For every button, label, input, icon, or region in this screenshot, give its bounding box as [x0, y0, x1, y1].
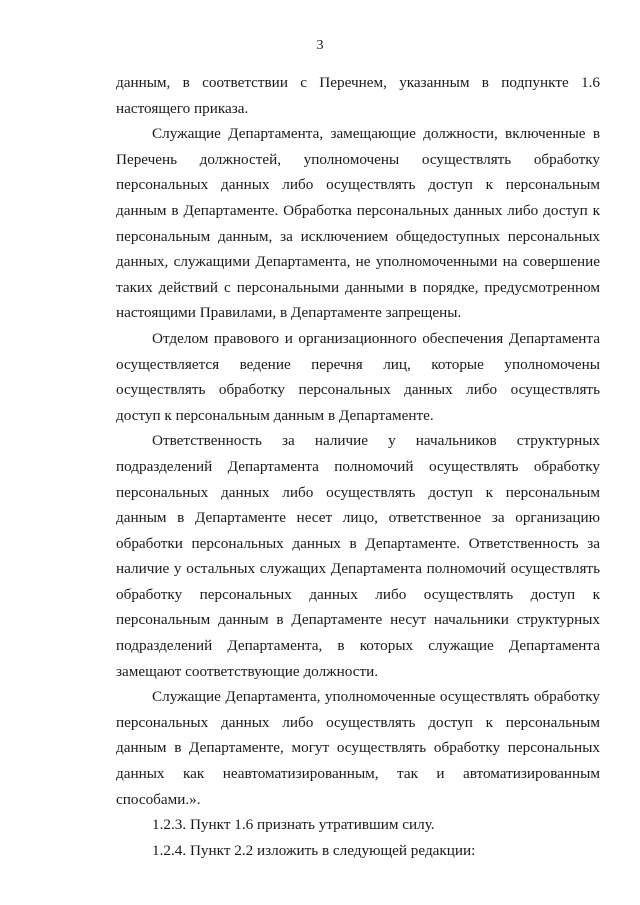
- paragraph-legal-department-list: Отделом правового и организационного обеспечения Департамента осуществляется ведение перечня лиц, которые уполномочены осуществлять обработку персональных данных либо осуществлять доступ к персональным данным в Департаменте.: [116, 329, 600, 424]
- page-number: 3: [316, 38, 324, 53]
- paragraph-item-1-2-3: 1.2.3. Пункт 1.6 признать утратившим силу.: [152, 816, 435, 834]
- paragraph-continuation: данным, в соответствии с Перечнем, указанным в подпункте 1.6 настоящего приказа.: [116, 74, 600, 117]
- paragraph-responsibility: Ответственность за наличие у начальников структурных подразделений Департамента полномочий осуществлять обработку персональных данных либо осуществлять доступ к персональным данным в Департаменте несет лицо, ответственное за организацию обработки персональных данных в Департаменте. Ответственность за наличие у остальных служащих Департамента полномочий осуществлять обработку персональных данных либо осуществлять доступ к персональным данным в Департаменте несут начальники структурных подразделений Департамента, в которых служащие Департамента замещают соответствующие должности.: [116, 432, 600, 680]
- paragraph-item-1-2-4: 1.2.4. Пункт 2.2 изложить в следующей редакции:: [152, 841, 476, 859]
- paragraph-processing-methods: Служащие Департамента, уполномоченные осуществлять обработку персональных данных либо осуществлять доступ к персональным данным в Департаменте, могут осуществлять обработку персональных данных как неавтоматизированным, так и автоматизированным способами.».: [116, 688, 600, 808]
- paragraph-authorized-employees: Служащие Департамента, замещающие должности, включенные в Перечень должностей, уполномочены осуществлять обработку персональных данных либо осуществлять доступ к персональным данным в Департаменте. Обработка персональных данных либо доступ к персональным данным, за исключением общедоступных персональных данных, служащими Департамента, не уполномоченными на совершение таких действий с персональными данными в порядке, предусмотренном настоящими Правилами, в Департаменте запрещены.: [116, 125, 600, 322]
- document-body: [116, 70, 600, 863]
